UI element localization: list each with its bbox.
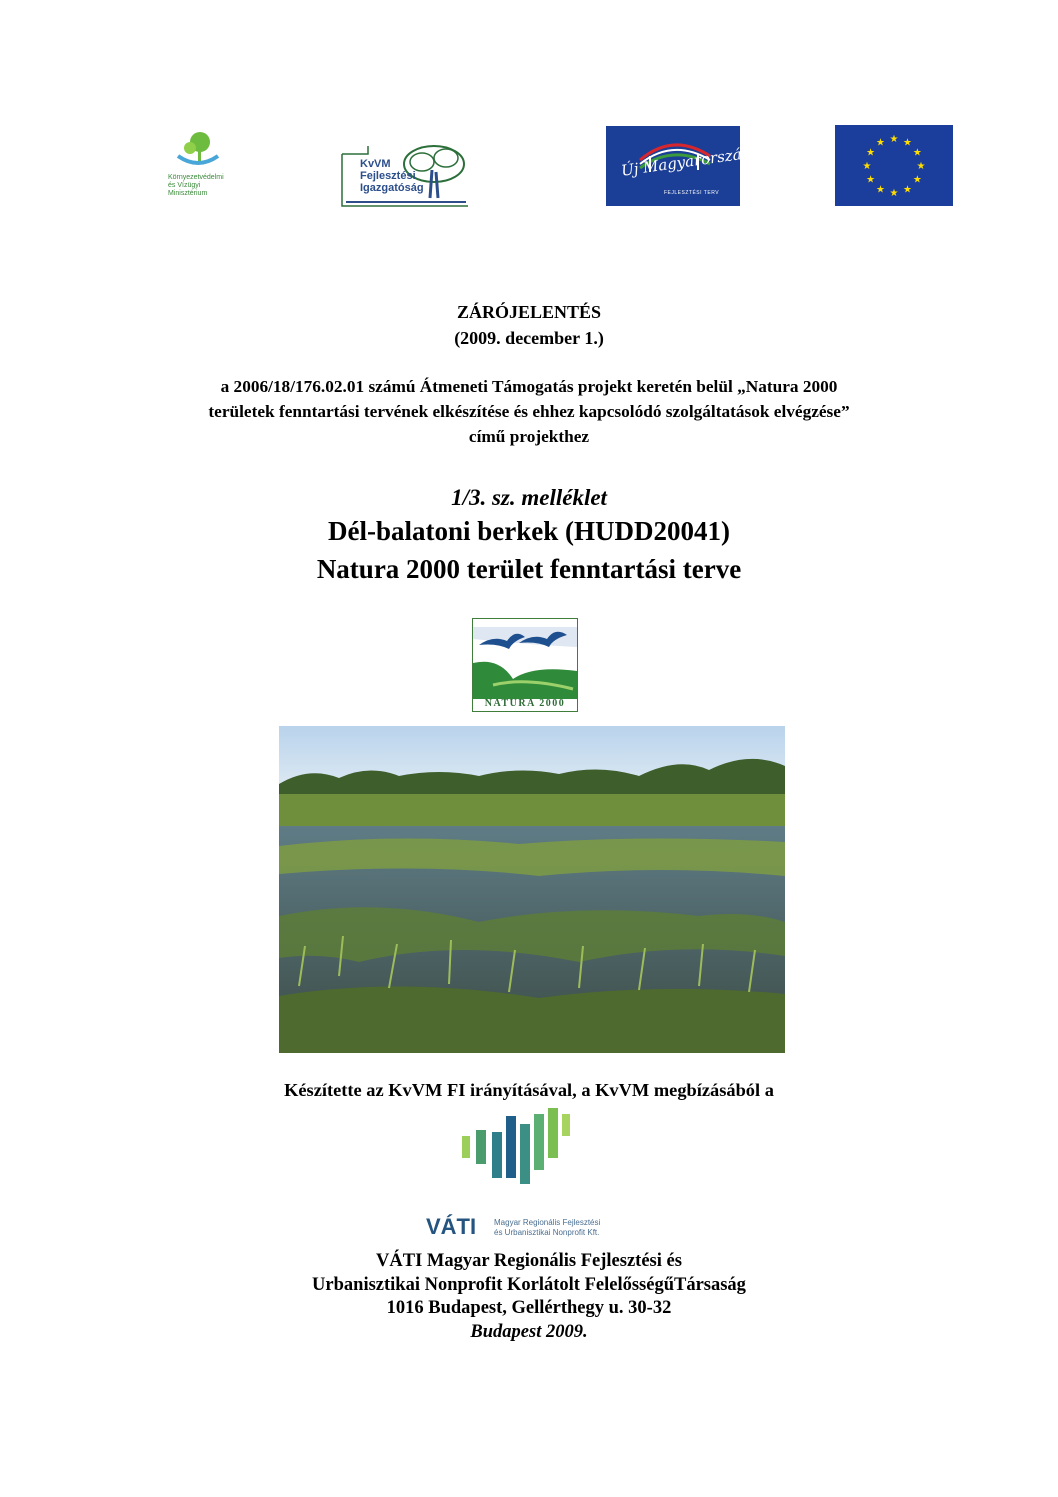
organization-name-cont: Urbanisztikai Nonprofit Korlátolt FelelősségűTársaság [312, 1275, 746, 1295]
organization-address: 1016 Budapest, Gellérthegy u. 30-32 [386, 1298, 672, 1318]
wetland-photo [279, 726, 785, 1053]
ministry-logo: Környezetvédelmi és Vízügyi Minisztérium [168, 130, 238, 205]
kvvm-fi-logo: KvVM Fejlesztési Igazgatóság [338, 140, 473, 212]
eu-flag [835, 125, 953, 206]
eu-star: ★ [903, 184, 912, 196]
intro-line: című projekthez [468, 427, 590, 446]
report-title: ZÁRÓJELENTÉS [456, 302, 602, 322]
eu-star: ★ [866, 147, 876, 159]
eu-star: ★ [889, 134, 899, 145]
eu-star: ★ [903, 137, 912, 149]
eu-star: ★ [889, 188, 899, 199]
eu-star: ★ [876, 137, 885, 149]
eu-star: ★ [912, 174, 922, 186]
svg-text:★ ★ ★ ★: ★ ★ ★ ★ [509, 657, 540, 665]
natura-2000-logo: ★ ★ ★ ★ NATURA 2000 [472, 618, 578, 712]
eu-star: ★ [866, 174, 876, 186]
eu-star: ★ [912, 147, 922, 159]
vati-bars-icon [388, 1106, 668, 1206]
intro-line: a 2006/18/176.02.01 számú Átmeneti Támogatás projekt keretén belül „Natura 2000 [220, 377, 838, 396]
site-name: Dél-balatoni berkek (HUDD20041) [328, 516, 730, 546]
eu-star: ★ [876, 184, 885, 196]
plan-title: Natura 2000 terület fenntartási terve [316, 554, 742, 584]
intro-line: területek fenntartási tervének elkészítése és ehhez kapcsolódó szolgáltatások elvégzése” [208, 402, 850, 421]
tree-icon [176, 130, 220, 174]
place-and-year: Budapest 2009. [470, 1322, 588, 1342]
annex-label: 1/3. sz. melléklet [451, 485, 607, 510]
eu-star: ★ [862, 161, 872, 172]
organization-name: VÁTI Magyar Regionális Fejlesztési és [376, 1251, 682, 1271]
eu-flag-icon [835, 125, 953, 206]
eu-star: ★ [916, 161, 926, 172]
prepared-by: Készítette az KvVM FI irányításával, a KvVM megbízásából a [284, 1080, 774, 1100]
uj-magyarorszag-logo: Új Magyarország FEJLESZTÉSI TERV [606, 126, 740, 206]
vati-logo: VÁTI Magyar Regionális Fejlesztési és Urbanisztikai Nonprofit Kft. [388, 1106, 668, 1242]
birds-icon [473, 619, 577, 699]
report-date: (2009. december 1.) [454, 328, 604, 348]
